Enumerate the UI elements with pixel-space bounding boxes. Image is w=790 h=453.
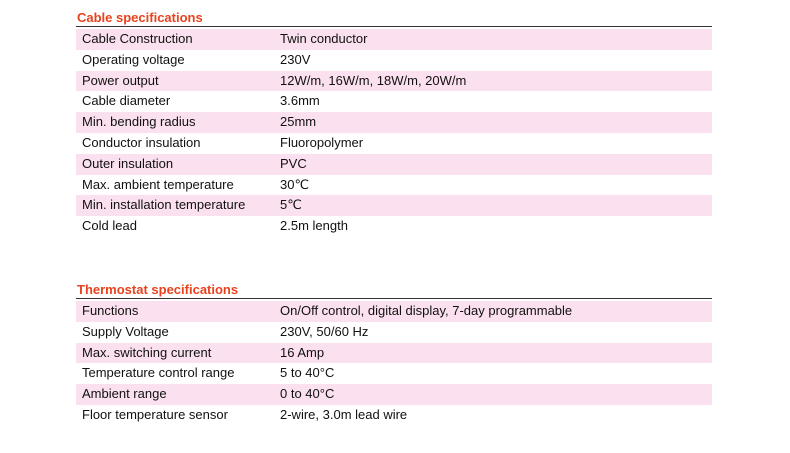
spec-label: Min. bending radius	[82, 114, 196, 130]
spec-value: 0 to 40°C	[280, 386, 335, 402]
table-row	[76, 216, 712, 237]
spec-label: Supply Voltage	[82, 323, 169, 339]
table-row	[76, 405, 712, 426]
spec-label: Outer insulation	[82, 155, 174, 171]
spec-value: PVC	[280, 155, 307, 171]
spec-value: 12W/m, 16W/m, 18W/m, 20W/m	[280, 72, 467, 88]
spec-value: 3.6mm	[280, 93, 320, 109]
thermostat-specifications-title: Thermostat specifications	[76, 281, 712, 299]
spec-value: 30℃	[280, 176, 310, 192]
spec-label: Functions	[82, 303, 139, 318]
spec-label: Floor temperature sensor	[82, 406, 228, 422]
table-row	[76, 133, 712, 154]
spec-value: 230V	[280, 51, 311, 67]
spec-value: On/Off control, digital display, 7-day programmable	[280, 303, 573, 318]
table-row	[76, 175, 712, 196]
table-row	[76, 322, 712, 343]
spec-label: Temperature control range	[82, 365, 235, 381]
spec-label: Operating voltage	[82, 51, 185, 67]
table-row	[76, 363, 712, 384]
table-row	[76, 29, 712, 50]
spec-value: 2.5m length	[280, 218, 348, 234]
table-row	[76, 71, 712, 92]
table-row	[76, 112, 712, 133]
spec-label: Power output	[82, 72, 159, 88]
spec-label: Conductor insulation	[82, 134, 201, 150]
table-row	[76, 384, 712, 405]
thermostat-specifications-table	[76, 301, 712, 426]
spec-label: Max. ambient temperature	[82, 176, 234, 192]
table-row	[76, 195, 712, 216]
spec-value: 5 to 40°C	[280, 365, 335, 381]
spec-label: Ambient range	[82, 386, 167, 402]
cable-specifications-section	[76, 9, 712, 237]
spec-value: 5℃	[280, 197, 302, 213]
spec-value: 230V, 50/60 Hz	[280, 323, 369, 339]
spec-value: Twin conductor	[280, 31, 368, 46]
spec-value: 2-wire, 3.0m lead wire	[280, 406, 408, 422]
table-row	[76, 343, 712, 364]
table-row	[76, 50, 712, 71]
table-row	[76, 154, 712, 175]
spec-label: Max. switching current	[82, 344, 212, 360]
spec-value: 25mm	[280, 114, 317, 130]
spec-label: Min. installation temperature	[82, 197, 246, 213]
cable-specifications-table	[76, 29, 712, 237]
spec-value: 16 Amp	[280, 344, 325, 360]
table-row	[76, 301, 712, 322]
thermostat-specifications-section	[76, 281, 712, 426]
spec-label: Cold lead	[82, 218, 137, 234]
spec-value: Fluoropolymer	[280, 134, 364, 150]
cable-specifications-title: Cable specifications	[76, 9, 712, 27]
spec-label: Cable Construction	[82, 31, 193, 46]
table-row	[76, 91, 712, 112]
spec-label: Cable diameter	[82, 93, 171, 109]
